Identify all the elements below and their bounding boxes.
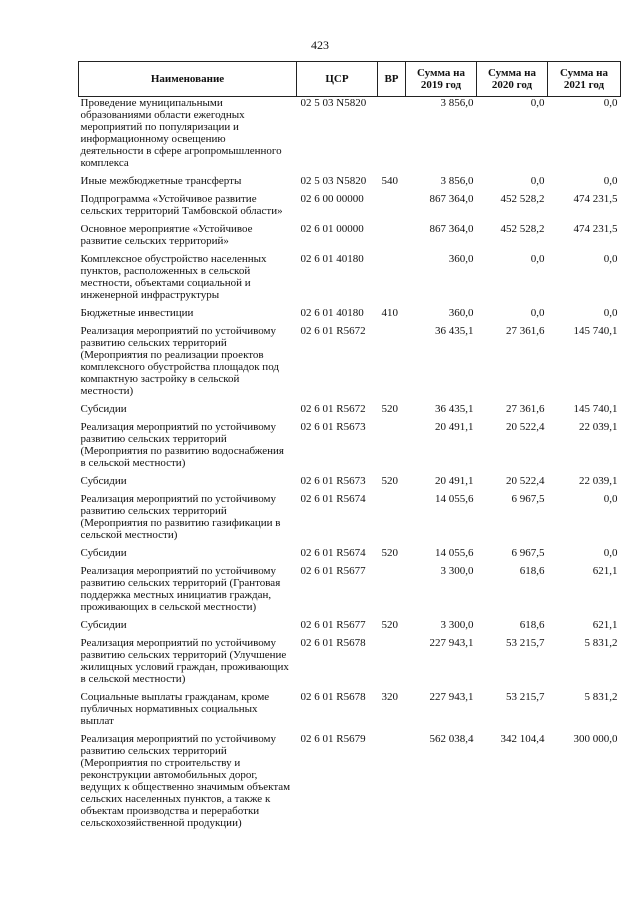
table-row — [79, 325, 621, 403]
table-header-row — [79, 62, 621, 97]
row-name: Реализация мероприятий по устойчивому развитию сельских территорий (Мероприятия по строительству и реконструкции автомобильных дорог, ведущих к общественно значимым объектам сельских населенных пунктов, а также к объектам производства и переработки сельскохозяйственной продукции) — [80, 733, 291, 829]
row-sum-2019: 3 300,0 — [440, 619, 474, 631]
row-vr — [378, 421, 406, 475]
row-sum-2020: 0,0 — [530, 97, 545, 109]
row-sum-2021: 145 740,1 — [573, 325, 618, 337]
row-sum-2020: 342 104,4 — [500, 733, 545, 745]
row-sum-2020: 452 528,2 — [500, 193, 545, 205]
row-csr: 02 6 01 R5674 — [300, 493, 366, 505]
row-vr: 320 — [381, 691, 398, 703]
row-csr: 02 6 01 R5672 — [300, 325, 366, 337]
row-sum-2019: 36 435,1 — [435, 403, 474, 415]
row-csr: 02 6 01 R5672 — [300, 403, 366, 415]
row-sum-2019: 227 943,1 — [429, 691, 474, 703]
budget-table — [78, 61, 621, 835]
row-sum-2021: 145 740,1 — [573, 403, 618, 415]
row-name: Субсидии — [80, 475, 127, 487]
row-name: Реализация мероприятий по устойчивому развитию сельских территорий (Мероприятия по реализации проектов комплексного обустройства площадок под компактную застройку в сельской местности) — [80, 325, 279, 397]
row-sum-2020: 53 215,7 — [506, 691, 545, 703]
row-sum-2021: 474 231,5 — [573, 193, 618, 205]
row-sum-2020: 0,0 — [530, 253, 545, 265]
row-name: Реализация мероприятий по устойчивому развитию сельских территорий (Улучшение жилищных условий граждан, проживающих в сельской местности) — [80, 637, 289, 685]
row-sum-2021: 0,0 — [603, 493, 618, 505]
table-row — [79, 733, 621, 835]
table-row — [79, 175, 621, 193]
row-name: Реализация мероприятий по устойчивому развитию сельских территорий (Мероприятия по развитию водоснабжения в сельской местности) — [80, 421, 284, 469]
row-sum-2020: 0,0 — [530, 175, 545, 187]
row-sum-2021: 0,0 — [603, 175, 618, 187]
header-csr: ЦСР — [297, 62, 378, 97]
header-name: Наименование — [79, 62, 297, 97]
header-sum-2019: Сумма на 2019 год — [406, 62, 477, 97]
row-name: Социальные выплаты гражданам, кроме публичных нормативных социальных выплат — [80, 691, 270, 727]
row-csr: 02 6 01 R5679 — [300, 733, 366, 745]
row-sum-2019: 227 943,1 — [429, 637, 474, 649]
row-sum-2020: 20 522,4 — [506, 421, 545, 433]
row-csr: 02 6 01 R5673 — [300, 475, 366, 487]
table-row — [79, 253, 621, 307]
row-csr: 02 6 01 00000 — [300, 223, 364, 235]
row-sum-2021: 0,0 — [603, 307, 618, 319]
row-sum-2019: 867 364,0 — [429, 193, 474, 205]
row-sum-2019: 562 038,4 — [429, 733, 474, 745]
row-name: Основное мероприятие «Устойчивое развитие сельских территорий» — [80, 223, 253, 247]
row-sum-2020: 27 361,6 — [506, 325, 545, 337]
row-name: Субсидии — [80, 619, 127, 631]
row-csr: 02 6 01 R5673 — [300, 421, 366, 433]
row-sum-2021: 5 831,2 — [584, 637, 618, 649]
row-vr — [378, 733, 406, 835]
table-row — [79, 493, 621, 547]
row-sum-2019: 14 055,6 — [435, 493, 474, 505]
header-vr: ВР — [378, 62, 406, 97]
row-sum-2019: 3 856,0 — [440, 97, 474, 109]
table-row — [79, 619, 621, 637]
row-vr: 540 — [381, 175, 398, 187]
table-row — [79, 97, 621, 176]
table-row — [79, 637, 621, 691]
row-sum-2021: 0,0 — [603, 97, 618, 109]
table-row — [79, 547, 621, 565]
row-vr — [378, 325, 406, 403]
table-row — [79, 565, 621, 619]
row-sum-2020: 6 967,5 — [511, 493, 545, 505]
table-row — [79, 403, 621, 421]
row-vr — [378, 565, 406, 619]
row-vr: 520 — [381, 619, 398, 631]
row-name: Иные межбюджетные трансферты — [80, 175, 242, 187]
row-csr: 02 6 01 R5677 — [300, 565, 366, 577]
header-sum-2020: Сумма на 2020 год — [477, 62, 548, 97]
table-row — [79, 223, 621, 253]
row-sum-2021: 474 231,5 — [573, 223, 618, 235]
row-name: Субсидии — [80, 403, 127, 415]
row-sum-2019: 3 300,0 — [440, 565, 474, 577]
row-name: Проведение муниципальными образованиями области ежегодных мероприятий по популяризации и информационному освещению деятельности в сфере агропромышленного комплекса — [80, 97, 282, 169]
row-sum-2020: 0,0 — [530, 307, 545, 319]
row-sum-2019: 20 491,1 — [435, 475, 474, 487]
row-vr — [378, 253, 406, 307]
row-name: Бюджетные инвестиции — [80, 307, 194, 319]
row-sum-2019: 14 055,6 — [435, 547, 474, 559]
row-name: Субсидии — [80, 547, 127, 559]
row-vr — [378, 637, 406, 691]
row-sum-2020: 53 215,7 — [506, 637, 545, 649]
row-vr — [378, 223, 406, 253]
row-sum-2020: 618,6 — [519, 619, 545, 631]
row-csr: 02 5 03 N5820 — [300, 97, 367, 109]
row-sum-2021: 22 039,1 — [579, 475, 618, 487]
row-vr: 520 — [381, 475, 398, 487]
row-sum-2021: 0,0 — [603, 547, 618, 559]
row-csr: 02 6 01 R5674 — [300, 547, 366, 559]
row-sum-2019: 867 364,0 — [429, 223, 474, 235]
row-sum-2019: 36 435,1 — [435, 325, 474, 337]
table-row — [79, 691, 621, 733]
row-csr: 02 6 01 R5677 — [300, 619, 366, 631]
table-row — [79, 421, 621, 475]
row-name: Комплексное обустройство населенных пунктов, расположенных в сельской местности, объектами социальной и инженерной инфраструктуры — [80, 253, 267, 301]
table-row — [79, 475, 621, 493]
row-csr: 02 6 01 R5678 — [300, 691, 366, 703]
row-csr: 02 6 01 R5678 — [300, 637, 366, 649]
row-vr: 410 — [381, 307, 398, 319]
row-csr: 02 6 01 40180 — [300, 253, 364, 265]
row-sum-2021: 5 831,2 — [584, 691, 618, 703]
row-sum-2021: 0,0 — [603, 253, 618, 265]
row-sum-2019: 360,0 — [448, 253, 474, 265]
row-vr: 520 — [381, 403, 398, 415]
row-sum-2019: 20 491,1 — [435, 421, 474, 433]
row-sum-2019: 360,0 — [448, 307, 474, 319]
row-sum-2021: 22 039,1 — [579, 421, 618, 433]
row-sum-2021: 621,1 — [592, 619, 618, 631]
row-name: Реализация мероприятий по устойчивому развитию сельских территорий (Грантовая поддержка местных инициатив граждан, проживающих в сельской местности) — [80, 565, 281, 613]
row-csr: 02 6 01 40180 — [300, 307, 364, 319]
row-vr: 520 — [381, 547, 398, 559]
row-sum-2019: 3 856,0 — [440, 175, 474, 187]
row-sum-2020: 618,6 — [519, 565, 545, 577]
row-vr — [378, 97, 406, 176]
row-csr: 02 5 03 N5820 — [300, 175, 367, 187]
row-sum-2021: 621,1 — [592, 565, 618, 577]
page-number: 423 — [311, 38, 329, 52]
row-csr: 02 6 00 00000 — [300, 193, 364, 205]
row-sum-2020: 20 522,4 — [506, 475, 545, 487]
row-sum-2020: 6 967,5 — [511, 547, 545, 559]
table-row — [79, 193, 621, 223]
row-sum-2020: 27 361,6 — [506, 403, 545, 415]
row-sum-2020: 452 528,2 — [500, 223, 545, 235]
row-vr — [378, 493, 406, 547]
header-sum-2021: Сумма на 2021 год — [548, 62, 621, 97]
row-name: Реализация мероприятий по устойчивому развитию сельских территорий (Мероприятия по развитию газификации в сельской местности) — [80, 493, 281, 541]
table-row — [79, 307, 621, 325]
row-vr — [378, 193, 406, 223]
row-name: Подпрограмма «Устойчивое развитие сельских территорий Тамбовской области» — [80, 193, 283, 217]
row-sum-2021: 300 000,0 — [573, 733, 618, 745]
